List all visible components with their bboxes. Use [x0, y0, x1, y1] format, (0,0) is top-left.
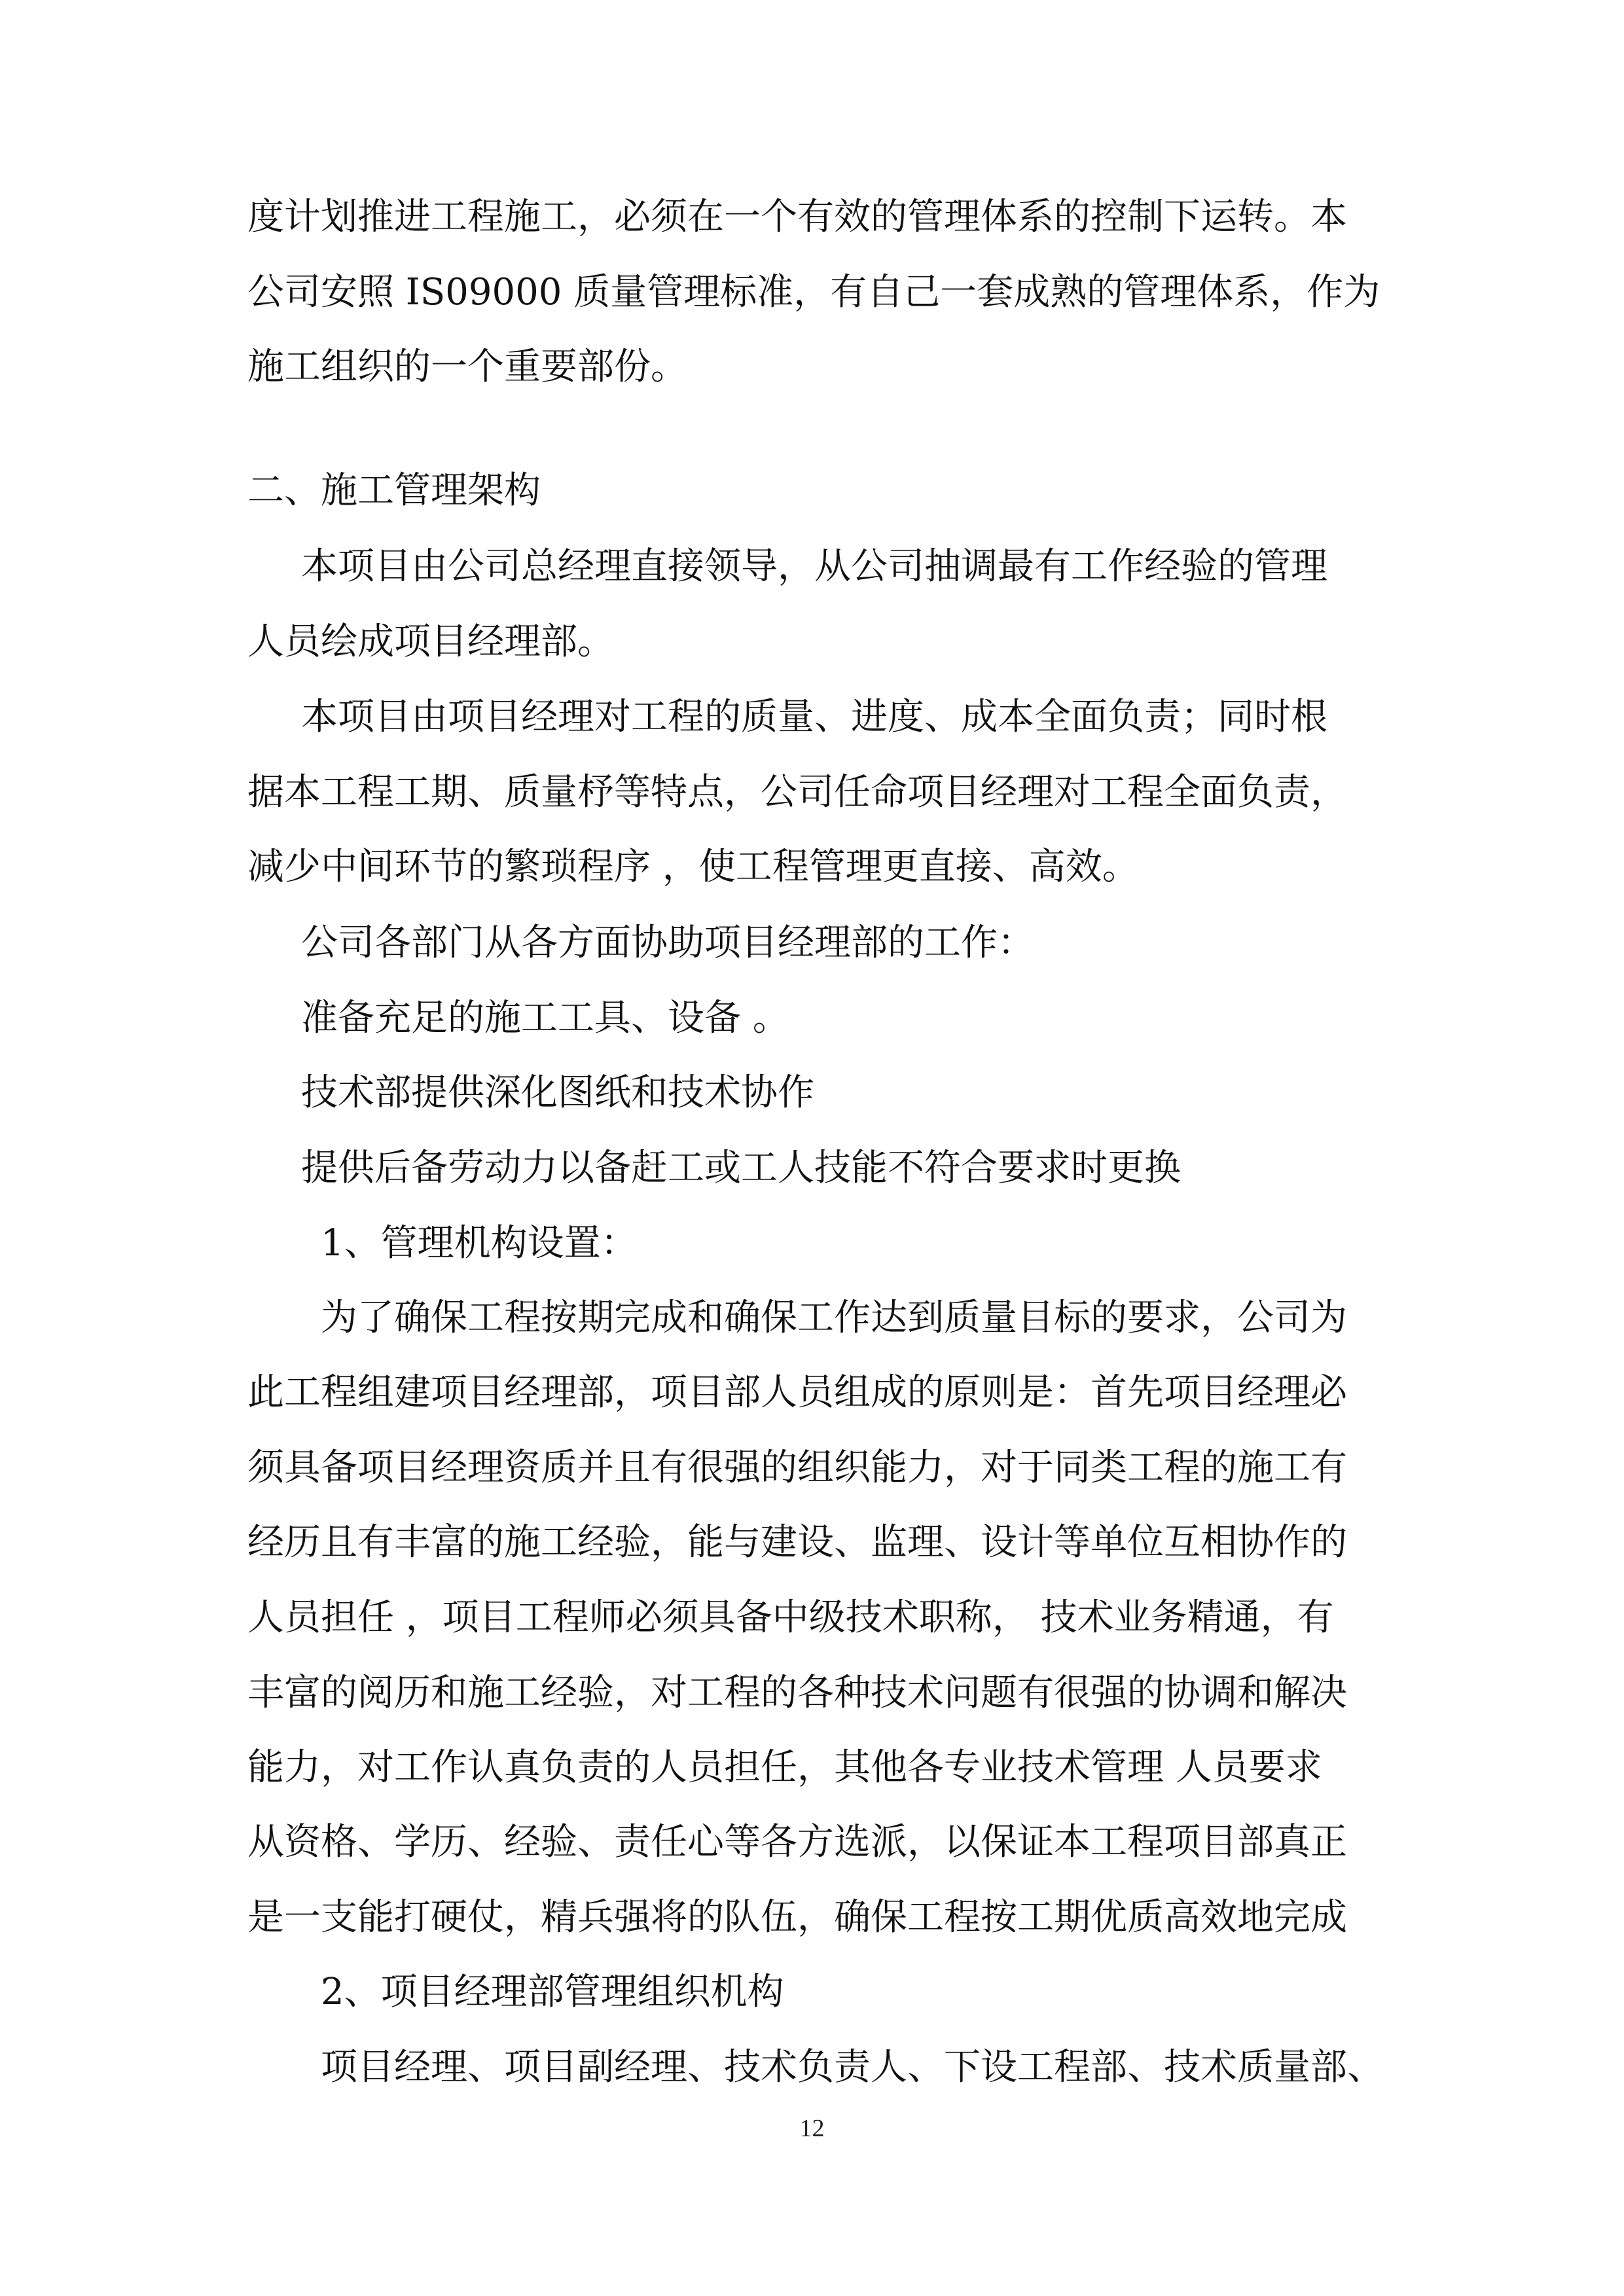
text-line: 据本工程工期、质量杼等特点，公司任命项目经理对工程全面负责，	[247, 771, 1347, 814]
text-line: 经历且有丰富的施工经验，能与建设、监理、设计等单位互相协作的	[247, 1521, 1347, 1564]
subsection-heading: 2、项目经理部管理组织机构	[321, 1971, 784, 2013]
text-line: 准备充足的施工工具、设备 。	[301, 997, 789, 1039]
text-line: 此工程组建项目经理部，项目部人员组成的原则是：首先项目经理必	[247, 1371, 1347, 1414]
text-line: 度计划推进工程施工，必须在一个有效的管理体系的控制下运转。本	[247, 196, 1347, 238]
text-line: 人员担任 ，项目工程师必须具备中级技术职称， 技术业务精通，有	[247, 1596, 1334, 1639]
text-line: 丰富的阅历和施工经验，对工程的各种技术问题有很强的协调和解决	[247, 1672, 1347, 1714]
page-number: 12	[799, 2115, 825, 2142]
text-line: 本项目由公司总经理直接领导，从公司抽调最有工作经验的管理	[301, 545, 1327, 588]
text-line: 提供后备劳动力以备赶工或工人技能不符合要求时更换	[301, 1147, 1181, 1189]
text-line: 施工组织的一个重要部份。	[247, 346, 687, 388]
text-line: 是一支能打硬仗，精兵强将的队伍，确保工程按工期优质高效地完成	[247, 1896, 1347, 1939]
text-line: 技术部提供深化图纸和技术协作	[301, 1071, 814, 1114]
text-line: 减少中间环节的繁琐程序 ，使工程管理更直接、高效。	[247, 846, 1139, 888]
text-line: 公司各部门从各方面协助项目经理部的工作：	[301, 922, 1034, 964]
text-line: 须具备项目经理资质并且有很强的组织能力，对于同类工程的施工有	[247, 1446, 1347, 1489]
text-line: 从资格、学历、经验、责任心等各方选派，以保证本工程项目部真正	[247, 1821, 1347, 1863]
section-heading: 二、施工管理架构	[247, 469, 541, 512]
text-line: 项目经理、项目副经理、技术负责人、下设工程部、技术质量部、	[321, 2046, 1384, 2089]
subsection-heading: 1、管理机构设置：	[321, 1222, 638, 1265]
text-line: 能力，对工作认真负责的人员担任，其他各专业技术管理 人员要求	[247, 1746, 1322, 1789]
text-line: 公司安照 IS09000 质量管理标准，有自己一套成熟的管理体系，作为	[247, 271, 1380, 314]
text-line: 本项目由项目经理对工程的质量、进度、成本全面负责；同时根	[301, 696, 1327, 738]
text-line: 人员绘成项目经理部。	[247, 620, 614, 663]
text-line: 为了确保工程按期完成和确保工作达到质量目标的要求，公司为	[321, 1297, 1347, 1339]
